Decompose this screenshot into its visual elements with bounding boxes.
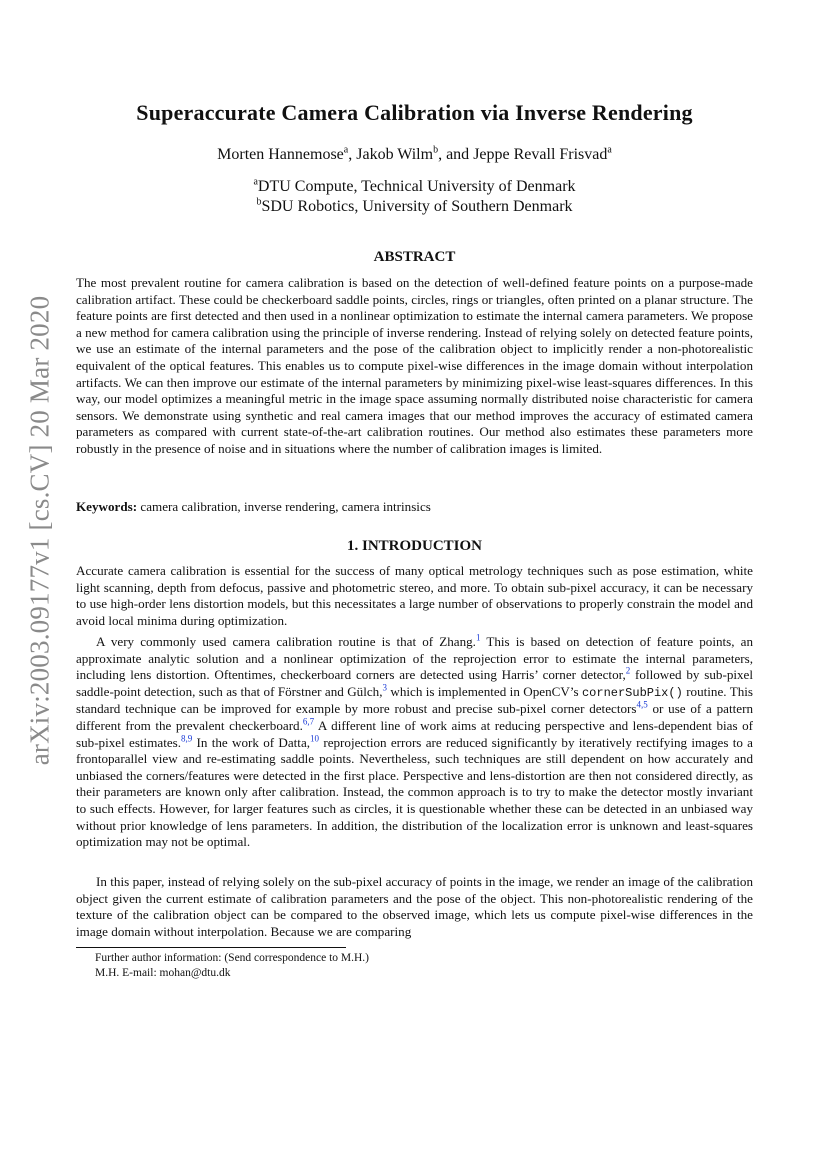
affiliation (76, 178, 753, 196)
paragraph-text: reprojection errors are reduced significantly by iteratively rectifying images to a frontoparallel view and re-estimating saddle points. Nevertheless, such techniques are still dependent on how accurately and unbiased the corners/features were detected in the first place. Perspective and lens-distortion are then not considered directly, as their parameters are known only after calibration. Instead, the common approach is to try to make the detector mostly invariant to such effects. However, for larger features such as circles, it is questionable whether these can be detected in an unbiased way without prior knowledge of lens parameters. In addition, the distribution of the localization error is unknown and least-squares optimization may not be optimal. (76, 734, 753, 850)
author-name: Jakob Wilm (356, 146, 434, 163)
affiliation-mark: a (253, 176, 258, 188)
section-heading-introduction: 1. INTRODUCTION (346, 538, 482, 554)
intro-paragraph-3: In this paper, instead of relying solely on the sub-pixel accuracy of points in the image, we render an image of the calibration object given the current estimate of calibration parameters and the pose of the object. This non-photorealistic rendering of the texture of the calibration object can be compared to the observed image, which lets us compute pixel-wise differences in the image domain without interpolation. Because we are comparing (76, 874, 753, 939)
citation-link[interactable]: 8,9 (181, 733, 193, 744)
arxiv-sidebar-stamp (16, 205, 64, 855)
citation-link[interactable]: 3 (382, 682, 387, 693)
author-affil-mark: a (343, 144, 349, 156)
abstract-text: The most prevalent routine for camera calibration is based on the detection of well-defined feature points on a purpose-made calibration artifact. These could be checkerboard saddle points, circles, rings or triangles, often printed on a planar structure. The feature points are first detected and then used in a nonlinear optimization to estimate the internal camera parameters. We propose a new method for camera calibration using the principle of inverse rendering. Instead of relying solely on detected feature points, we use an estimate of the internal parameters and the pose of the calibration object to implicitly render a non-photorealistic equivalent of the optical features. This enables us to compute pixel-wise differences in the image domain without interpolation artifacts. We can then improve our estimate of the internal parameters by minimizing pixel-wise least-squares differences. In this way, our model optimizes a meaningful metric in the image space assuming normally distributed noise characteristic for camera sensors. We demonstrate using synthetic and real camera images that our method improves the accuracy of estimated camera parameters as compared with current state-of-the-art calibration routines. Our method also estimates these parameters more robustly in the presence of noise and in situations where the number of calibration images is limited. (76, 275, 753, 456)
citation-link[interactable]: 1 (475, 632, 481, 643)
affiliation-text: SDU Robotics, University of Southern Denmark (261, 198, 573, 215)
abstract-heading: ABSTRACT (373, 249, 456, 265)
author-affil-mark: b (433, 144, 439, 156)
keywords-text: camera calibration, inverse rendering, camera intrinsics (137, 499, 431, 514)
paragraph-text: or use of a pattern different from the prevalent checkerboard. (76, 701, 753, 733)
paragraph-text: which is implemented in OpenCV’s (386, 683, 582, 699)
author-list (76, 146, 753, 164)
footnote: Further author information: (Send correspondence to M.H.) (95, 952, 370, 964)
footnote-divider (76, 947, 346, 948)
author-separator: , (348, 146, 357, 163)
affiliation (76, 198, 753, 216)
author-name: Jeppe Revall Frisvad (473, 146, 608, 163)
paragraph-text: A very commonly used camera calibration routine is that of Zhang. (96, 634, 476, 649)
keywords-label: Keywords: (76, 499, 138, 514)
keywords (76, 499, 753, 516)
paragraph-text: A different line of work aims at reducing perspective and lens-dependent bias of sub-pixel estimates. (76, 717, 753, 750)
footnote: M.H. E-mail: mohan@dtu.dk (95, 967, 231, 979)
citation-link[interactable]: 2 (625, 665, 631, 676)
inline-code: cornerSubPix() (581, 685, 683, 700)
paragraph-text: This is based on detection of feature points, an approximate analytic solution and a nonlinear optimization of the reprojection error to estimate the internal parameters, including lens distortion. Oftentimes, checkerboard corners are detected using Harris’ corner detector, (76, 634, 754, 683)
affiliation-mark: b (256, 196, 262, 208)
citation-link[interactable]: 6,7 (302, 716, 315, 727)
citation-link[interactable]: 10 (310, 733, 320, 744)
paragraph-text: followed by sub-pixel saddle-point detection, such as that of Förstner and Gülch, (76, 667, 753, 699)
citation-link[interactable]: 4,5 (636, 700, 648, 711)
author-name: Morten Hannemose (217, 146, 344, 163)
author-separator: , and (438, 146, 474, 163)
paper-title: Superaccurate Camera Calibration via Inverse Rendering (136, 100, 693, 125)
affiliation-text: DTU Compute, Technical University of Denmark (257, 178, 576, 195)
author-affil-mark: a (607, 144, 612, 156)
arxiv-id: arXiv:2003.09177v1 [cs.CV] 20 Mar 2020 (24, 295, 55, 765)
intro-paragraph-1: Accurate camera calibration is essential for the success of many optical metrology techniques such as pose estimation, white light scanning, depth from defocus, passive and photometric stereo, and more. To obtain sub-pixel accuracy, it can be necessary to use high-order lens distortion models, but this necessitates a large number of observations to properly constrain the model and avoid local minima during optimization. (76, 563, 753, 628)
intro-paragraph-2 (76, 634, 753, 851)
paragraph-text: routine. This standard technique can be improved for example by more robust and precise sub-pixel corner detectors (76, 683, 754, 717)
paragraph-text: In the work of Datta, (192, 734, 311, 750)
